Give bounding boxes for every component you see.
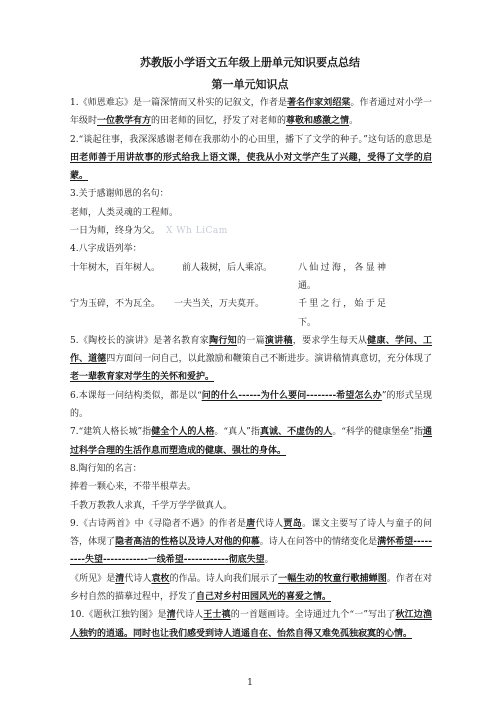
item-7: 7.“建筑人格长城”指健全个人的人格。“真人”指真诚、不虚伪的人。“科学的健康堡垒”指通过科学合理的生活作息而塑造成的健康、强壮的身体。 bbox=[70, 427, 433, 456]
item-6: 6.本课每一问结构类似，都是以“问的什么------为什么要问--------希望怎么办”的形式呈现的。 bbox=[70, 390, 432, 420]
item-9b: 《所见》是清代诗人袁枚的作品。诗人向我们展示了一幅生动的牧童行歌捕蝉图。作者在对乡村自然的描摹过程中，抒发了自己对乡村田园风光的喜爱之情。 bbox=[70, 573, 432, 603]
idiom: 千里之行，始于足下。 bbox=[298, 299, 386, 328]
idiom-row-2 bbox=[70, 295, 432, 332]
idiom: 十年树木，百年树人。 bbox=[70, 262, 161, 273]
idiom-row-1 bbox=[70, 259, 432, 296]
unit-title: 第一单元知识点 bbox=[211, 78, 289, 91]
page-number: 1 bbox=[247, 678, 253, 688]
item-2: 2.“谈起往事，我深深感谢老师在我那幼小的心田里，播下了文学的种子。”这句话的意思是田老师善于用讲故事的形式给我上语文课，使我从小对文学产生了兴趣，受得了文学的启蒙。 bbox=[70, 134, 432, 182]
item-10: 10.《题秋江独钓图》是清代诗人王士禛的一首题画诗。全诗通过九个“一”写出了秋江边渔人独钓的逍遥。同时也让我们感受到诗人逍遥自在、怡然自得又难免孤独寂寞的心情。 bbox=[70, 610, 432, 639]
watermark: X Wh LiCam bbox=[166, 226, 228, 237]
item-3-head: 3.关于感谢师恩的名句： bbox=[70, 189, 169, 200]
item-9: 9.《古诗两首》中《寻隐者不遇》的作者是唐代诗人贾岛。课文主要写了诗人与童子的问答，体现了隐者高洁的性格以及诗人对他的仰慕。诗人在问答中的情绪变化是满怀希望---------失望------------一线希望------------彻底失望。 bbox=[70, 518, 432, 566]
idiom: 一夫当关，万夫莫开。 bbox=[174, 299, 265, 310]
item-5: 5.《陶校长的演讲》是著名教育家陶行知的一篇演讲稿，要求学生每天从健康、学问、工作、道德四方面问一问自己，以此激励和鞭策自己不断进步。演讲稿情真意切，充分体现了老一辈教育家对学生的关怀和爱护。 bbox=[70, 335, 432, 383]
document-body bbox=[70, 94, 432, 643]
item-8-head: 8.陶行知的名言： bbox=[70, 463, 142, 474]
item-8-quote-1: 捧着一颗心来，不带半根草去。 bbox=[70, 482, 197, 493]
idiom: 八仙过海，各显神通。 bbox=[298, 262, 386, 291]
item-4-head: 4.八字成语列举： bbox=[70, 244, 142, 255]
document-title: 苏教版小学语文五年级上册单元知识要点总结 bbox=[140, 56, 360, 69]
idiom: 前人栽树，后人乘凉。 bbox=[182, 262, 273, 273]
item-3-quote-2: 一日为师，终身为父。 X Wh LiCam bbox=[70, 226, 228, 237]
item-1: 1.《师恩难忘》是一篇深情而又朴实的记叙文，作者是著名作家刘绍棠。作者通过对小学一年级时一位教学有方的田老师的回忆，抒发了对老师的尊敬和感激之情。 bbox=[70, 98, 432, 127]
idiom: 宁为玉碎，不为瓦全。 bbox=[70, 299, 161, 310]
item-3-quote-1: 老师，人类灵魂的工程师。 bbox=[70, 207, 179, 218]
item-8-quote-2: 千教万教教人求真，千学万学学做真人。 bbox=[70, 500, 233, 511]
